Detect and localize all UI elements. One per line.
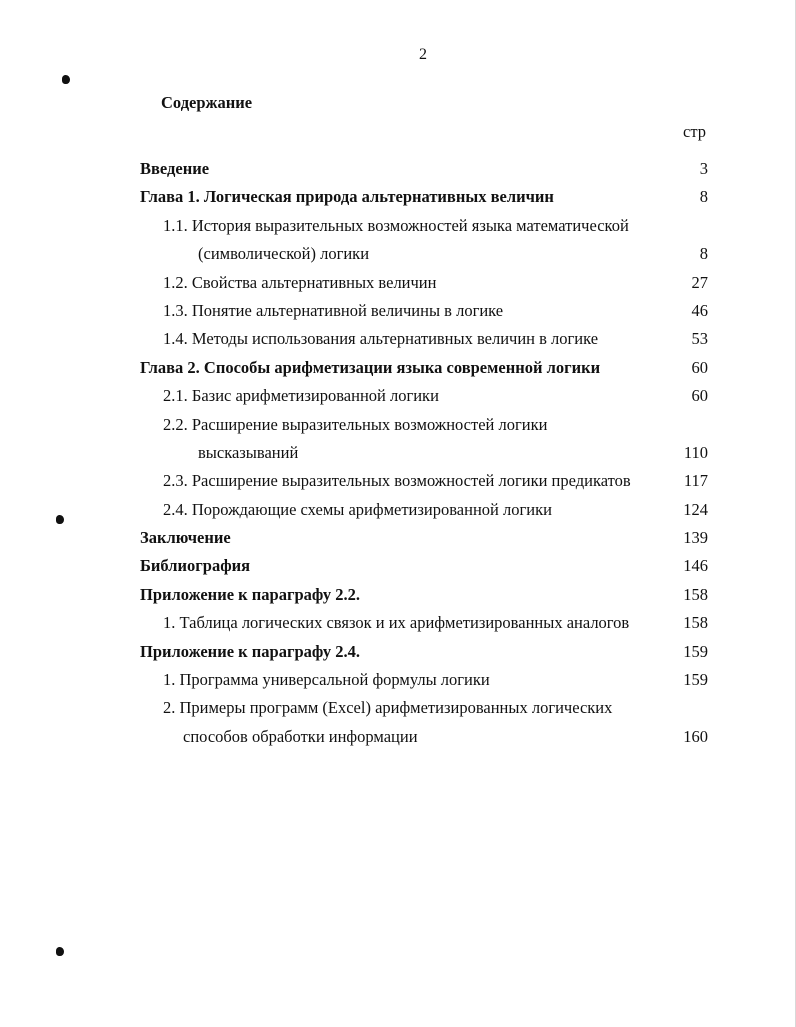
toc-entry-page: 160 bbox=[683, 726, 708, 746]
toc-entry bbox=[0, 694, 796, 722]
toc-entry-title: 2. Примеры программ (Excel) арифметизированных логических bbox=[163, 698, 613, 718]
toc-entry-title: Заключение bbox=[140, 528, 231, 548]
toc-entry-page: 146 bbox=[683, 556, 708, 576]
toc-entry-page: 159 bbox=[683, 641, 708, 661]
toc-entry-title: 2.3. Расширение выразительных возможностей логики предикатов bbox=[163, 471, 631, 491]
toc-entry bbox=[0, 467, 796, 495]
toc-entry-page: 159 bbox=[683, 670, 708, 690]
toc-entry-title: Глава 2. Способы арифметизации языка современной логики bbox=[140, 357, 601, 377]
page-number: 2 bbox=[419, 46, 427, 63]
toc-entry-title: 1.3. Понятие альтернативной величины в логике bbox=[163, 300, 504, 320]
toc-entry-title: 2.4. Порождающие схемы арифметизированной логики bbox=[163, 499, 552, 519]
toc-entry bbox=[0, 183, 796, 211]
toc-entry-page: 124 bbox=[683, 499, 708, 519]
toc-entry-title: 1.4. Методы использования альтернативных величин в логике bbox=[163, 329, 599, 349]
toc-entry bbox=[0, 382, 796, 410]
toc-entry bbox=[0, 723, 796, 751]
toc-entry-title: 1.2. Свойства альтернативных величин bbox=[163, 272, 437, 292]
toc-entry-page: 60 bbox=[691, 386, 708, 406]
toc-entry bbox=[0, 496, 796, 524]
toc-entry-title: 2.2. Расширение выразительных возможностей логики bbox=[163, 414, 548, 434]
toc-entry bbox=[0, 212, 796, 240]
toc-entry-title: Приложение к параграфу 2.2. bbox=[140, 584, 361, 604]
toc-entry-title: 1.1. История выразительных возможностей языка математической bbox=[163, 215, 629, 235]
table-of-contents bbox=[0, 155, 796, 751]
toc-entry bbox=[0, 638, 796, 666]
toc-entry bbox=[0, 581, 796, 609]
toc-entry-title: высказываний bbox=[198, 442, 299, 462]
toc-entry-page: 27 bbox=[691, 272, 708, 292]
toc-entry bbox=[0, 552, 796, 580]
toc-entry-page: 53 bbox=[691, 329, 708, 349]
toc-entry bbox=[0, 269, 796, 297]
toc-entry-title: Глава 1. Логическая природа альтернативных величин bbox=[140, 187, 554, 207]
toc-entry-page: 158 bbox=[683, 613, 708, 633]
toc-entry-page: 8 bbox=[699, 187, 708, 207]
toc-entry-title: (символической) логики bbox=[198, 244, 370, 264]
toc-entry bbox=[0, 240, 796, 268]
toc-entry-page: 46 bbox=[691, 300, 708, 320]
scan-hole-mark bbox=[56, 515, 64, 524]
scan-hole-mark bbox=[62, 75, 70, 84]
page-column-label: стр bbox=[683, 122, 706, 141]
toc-entry-page: 110 bbox=[683, 442, 708, 462]
toc-entry bbox=[0, 609, 796, 637]
toc-entry-page: 139 bbox=[683, 528, 708, 548]
toc-entry-page: 8 bbox=[699, 244, 708, 264]
toc-entry bbox=[0, 411, 796, 439]
toc-entry-title: 2.1. Базис арифметизированной логики bbox=[163, 386, 439, 406]
toc-heading: Содержание bbox=[161, 93, 253, 112]
toc-entry bbox=[0, 297, 796, 325]
toc-entry-title: Приложение к параграфу 2.4. bbox=[140, 641, 361, 661]
toc-entry-page: 60 bbox=[691, 357, 708, 377]
scan-hole-mark bbox=[56, 947, 64, 956]
toc-entry-page: 117 bbox=[683, 471, 708, 491]
toc-entry-title: Введение bbox=[140, 159, 210, 178]
toc-entry bbox=[0, 155, 796, 183]
toc-entry-title: Библиография bbox=[140, 556, 251, 576]
toc-entry bbox=[0, 524, 796, 552]
toc-entry-title: 1. Программа универсальной формулы логики bbox=[163, 670, 490, 690]
toc-entry bbox=[0, 325, 796, 353]
toc-entry bbox=[0, 666, 796, 694]
toc-entry-page: 3 bbox=[699, 159, 708, 178]
toc-entry-title: способов обработки информации bbox=[183, 726, 418, 746]
toc-entry bbox=[0, 439, 796, 467]
toc-entry-title: 1. Таблица логических связок и их арифметизированных аналогов bbox=[163, 613, 630, 633]
toc-entry-page: 158 bbox=[683, 584, 708, 604]
toc-entry bbox=[0, 354, 796, 382]
